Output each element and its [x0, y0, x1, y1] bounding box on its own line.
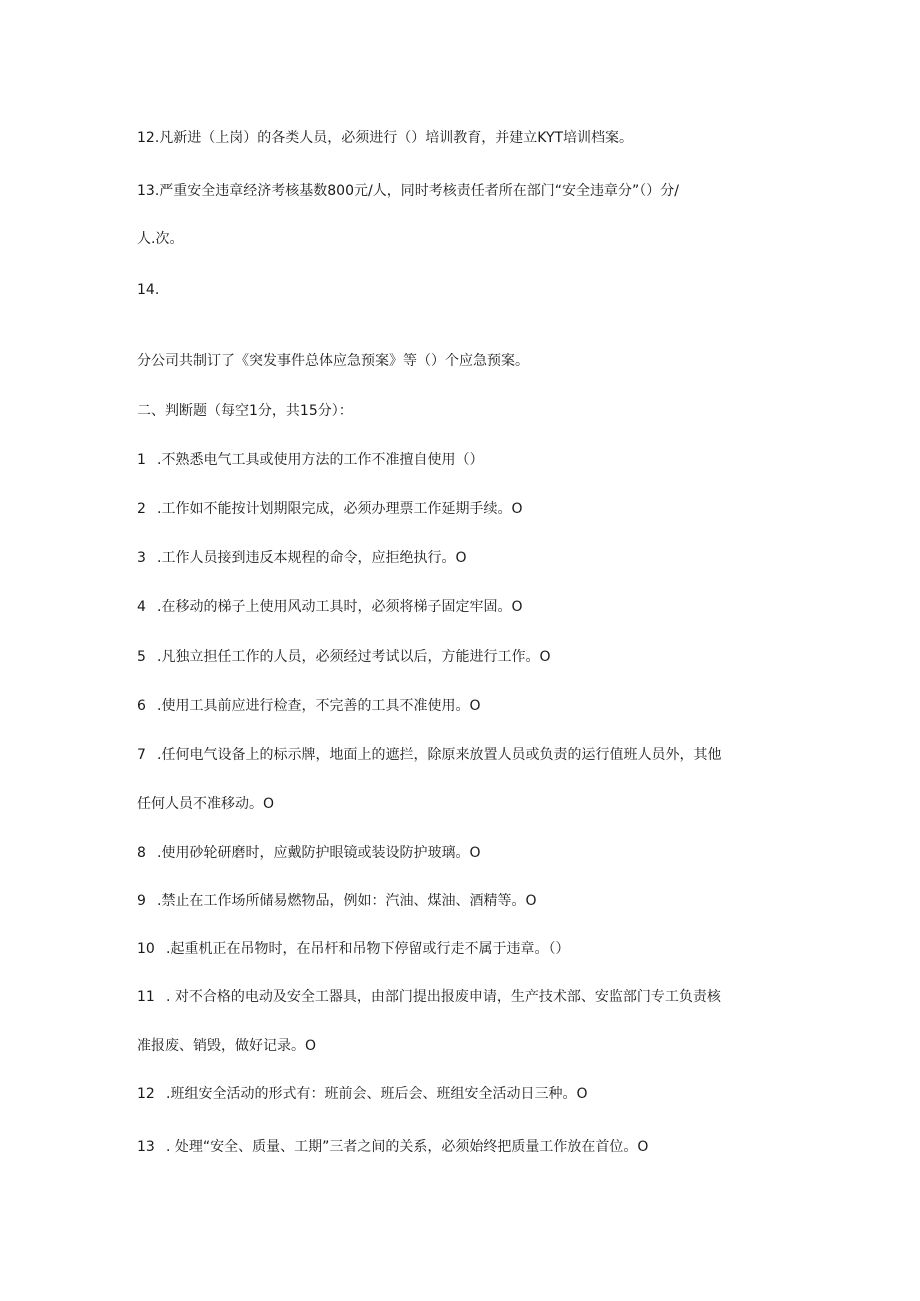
item-text: .任何电气设备上的标示牌，地面上的遮拦，除原来放置人员或负责的运行值班人员外，其他 [157, 747, 722, 763]
item-number: 5 [137, 649, 146, 665]
section-heading: 二、判断题（每空1分，共15分）： [137, 403, 353, 419]
item-number: 9 [137, 893, 146, 909]
section-title [137, 401, 797, 421]
judgement-item-12 [137, 1084, 797, 1104]
item-number: 4 [137, 599, 146, 615]
judgement-item-7 [137, 745, 797, 765]
item-text: .不熟悉电气工具或使用方法的工作不准擅自使用（） [157, 452, 484, 468]
item-text: .班组安全活动的形式有：班前会、班后会、班组安全活动日三种。O [166, 1086, 588, 1102]
item-text: .凡独立担任工作的人员，必须经过考试以后，方能进行工作。O [157, 649, 551, 665]
item-number: 7 [137, 747, 146, 763]
item-text: .使用工具前应进行检查，不完善的工具不准使用。O [157, 698, 481, 714]
item-text: . 处理“安全、质量、工期”三者之间的关系，必须始终把质量工作放在首位。O [166, 1139, 649, 1155]
judgement-item-6 [137, 696, 797, 716]
item-number: 2 [137, 501, 146, 517]
judgement-item-2 [137, 499, 797, 519]
item-number: 13 [137, 1139, 155, 1155]
item-text: 任何人员不准移动。O [137, 796, 275, 812]
judgement-item-10 [137, 939, 797, 959]
item-number: 12 [137, 1086, 155, 1102]
judgement-item-9 [137, 891, 797, 911]
judgement-item-13 [137, 1137, 797, 1157]
question-text: 12.凡新进（上岗）的各类人员，必须进行（）培训教育，并建立KYT培训档案。 [137, 130, 634, 146]
item-text: .起重机正在吊物时，在吊杆和吊物下停留或行走不属于违章。（） [166, 941, 570, 957]
item-number: 10 [137, 941, 155, 957]
item-text: . 对不合格的电动及安全工器具，由部门提出报废申请，生产技术部、安监部门专工负责核 [166, 989, 721, 1005]
item-number: 6 [137, 698, 146, 714]
question-13-continued [137, 229, 797, 249]
judgement-item-11-continued [137, 1036, 797, 1056]
item-text: .工作人员接到违反本规程的命令，应拒绝执行。O [157, 550, 467, 566]
item-text: .禁止在工作场所储易燃物品，例如：汽油、煤油、酒精等。O [157, 893, 537, 909]
question-text: 14. [137, 282, 160, 298]
item-text: .在移动的梯子上使用风动工具时，必须将梯子固定牢固。O [157, 599, 523, 615]
judgement-item-11 [137, 987, 797, 1007]
item-number: 11 [137, 989, 155, 1005]
question-text: 人.次。 [137, 231, 184, 247]
item-number: 8 [137, 845, 146, 861]
judgement-item-8 [137, 843, 797, 863]
judgement-item-4 [137, 597, 797, 617]
question-14-number [137, 280, 797, 300]
question-text: 分公司共制订了《突发事件总体应急预案》等（）个应急预案。 [137, 353, 529, 369]
question-text: 13.严重安全违章经济考核基数800元/人，同时考核责任者所在部门“安全违章分”（）分/ [137, 183, 679, 199]
judgement-item-1 [137, 450, 797, 470]
item-number: 3 [137, 550, 146, 566]
item-number: 1 [137, 452, 146, 468]
judgement-item-5 [137, 647, 797, 667]
question-12 [137, 128, 797, 148]
question-13 [137, 181, 797, 201]
question-14 [137, 351, 797, 371]
item-text: .工作如不能按计划期限完成，必须办理票工作延期手续。O [157, 501, 523, 517]
item-text: 准报废、销毁，做好记录。O [137, 1038, 317, 1054]
judgement-item-7-continued [137, 794, 797, 814]
item-text: .使用砂轮研磨时，应戴防护眼镜或装设防护玻璃。O [157, 845, 481, 861]
judgement-item-3 [137, 548, 797, 568]
